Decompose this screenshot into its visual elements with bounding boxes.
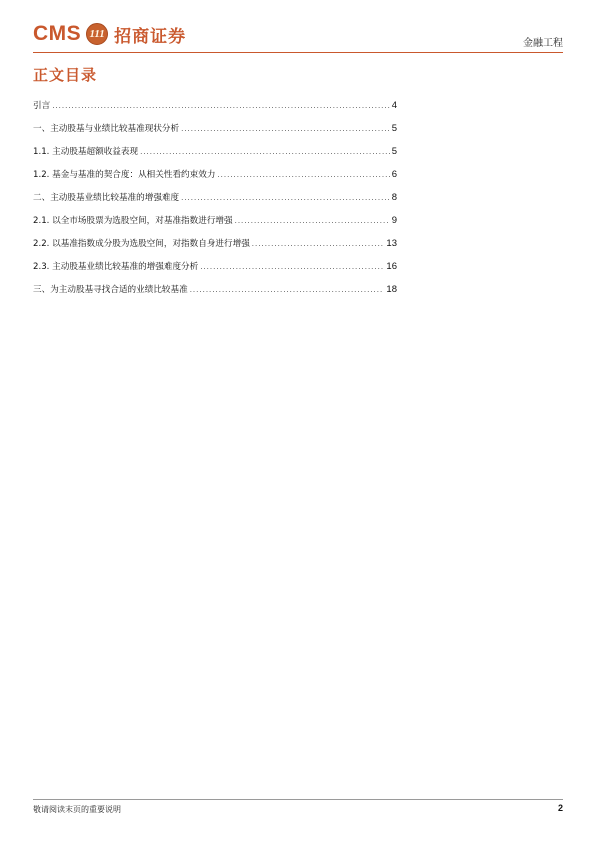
toc-entry-label[interactable]: 1.2. 基金与基准的契合度：从相关性看约束效力 bbox=[33, 170, 216, 180]
cms-logo bbox=[33, 20, 186, 48]
toc-leader-dots bbox=[181, 125, 390, 133]
toc-entry-page[interactable]: 9 bbox=[391, 215, 397, 226]
toc-entry[interactable] bbox=[33, 168, 397, 191]
logo-chinese-text: 招商证券 bbox=[114, 26, 187, 47]
section-label: 金融工程 bbox=[523, 38, 563, 49]
footer-divider bbox=[33, 799, 563, 800]
table-of-contents bbox=[33, 99, 397, 306]
toc-entry-page[interactable]: 13 bbox=[386, 238, 397, 249]
toc-entry-label[interactable]: 一、主动股基与业绩比较基准现状分析 bbox=[33, 124, 180, 134]
toc-entry[interactable] bbox=[33, 122, 397, 145]
header-divider bbox=[33, 52, 563, 53]
toc-leader-dots bbox=[52, 102, 390, 110]
toc-entry-label[interactable]: 2.1. 以全市场股票为选股空间，对基准指数进行增强 bbox=[33, 216, 233, 226]
page-header bbox=[33, 18, 563, 50]
toc-title: 正文目录 bbox=[33, 66, 98, 84]
toc-leader-dots bbox=[200, 263, 384, 271]
toc-entry[interactable] bbox=[33, 237, 397, 260]
toc-entry-page[interactable]: 16 bbox=[386, 261, 397, 272]
toc-entry[interactable] bbox=[33, 260, 397, 283]
toc-leader-dots bbox=[140, 148, 390, 156]
page-number: 2 bbox=[557, 803, 563, 813]
toc-entry-page[interactable]: 6 bbox=[391, 169, 397, 180]
toc-entry[interactable] bbox=[33, 99, 397, 122]
footer-disclaimer: 敬请阅读末页的重要说明 bbox=[33, 805, 121, 814]
toc-entry-page[interactable]: 8 bbox=[391, 192, 397, 203]
toc-entry[interactable] bbox=[33, 191, 397, 214]
toc-leader-dots bbox=[252, 240, 385, 248]
toc-entry-label[interactable]: 2.3. 主动股基业绩比较基准的增强难度分析 bbox=[33, 262, 199, 272]
toc-entry-page[interactable]: 5 bbox=[391, 123, 397, 134]
toc-entry-label[interactable]: 引言 bbox=[33, 101, 51, 111]
logo-badge-icon: 111 bbox=[86, 23, 108, 45]
toc-leader-dots bbox=[190, 286, 385, 294]
toc-leader-dots bbox=[181, 194, 390, 202]
logo-latin-text: CMS bbox=[33, 22, 82, 45]
toc-entry-label[interactable]: 三、为主动股基寻找合适的业绩比较基准 bbox=[33, 285, 188, 295]
toc-entry-page[interactable]: 5 bbox=[391, 146, 397, 157]
toc-entry-page[interactable]: 4 bbox=[391, 100, 397, 111]
toc-entry[interactable] bbox=[33, 214, 397, 237]
toc-leader-dots bbox=[217, 171, 389, 179]
toc-entry-label[interactable]: 2.2. 以基准指数成分股为选股空间，对指数自身进行增强 bbox=[33, 239, 250, 249]
toc-entry[interactable] bbox=[33, 145, 397, 168]
toc-leader-dots bbox=[235, 217, 390, 225]
toc-entry-page[interactable]: 18 bbox=[386, 284, 397, 295]
toc-entry-label[interactable]: 1.1. 主动股基超额收益表现 bbox=[33, 147, 139, 157]
toc-entry[interactable] bbox=[33, 283, 397, 306]
toc-entry-label[interactable]: 二、主动股基业绩比较基准的增强难度 bbox=[33, 193, 180, 203]
